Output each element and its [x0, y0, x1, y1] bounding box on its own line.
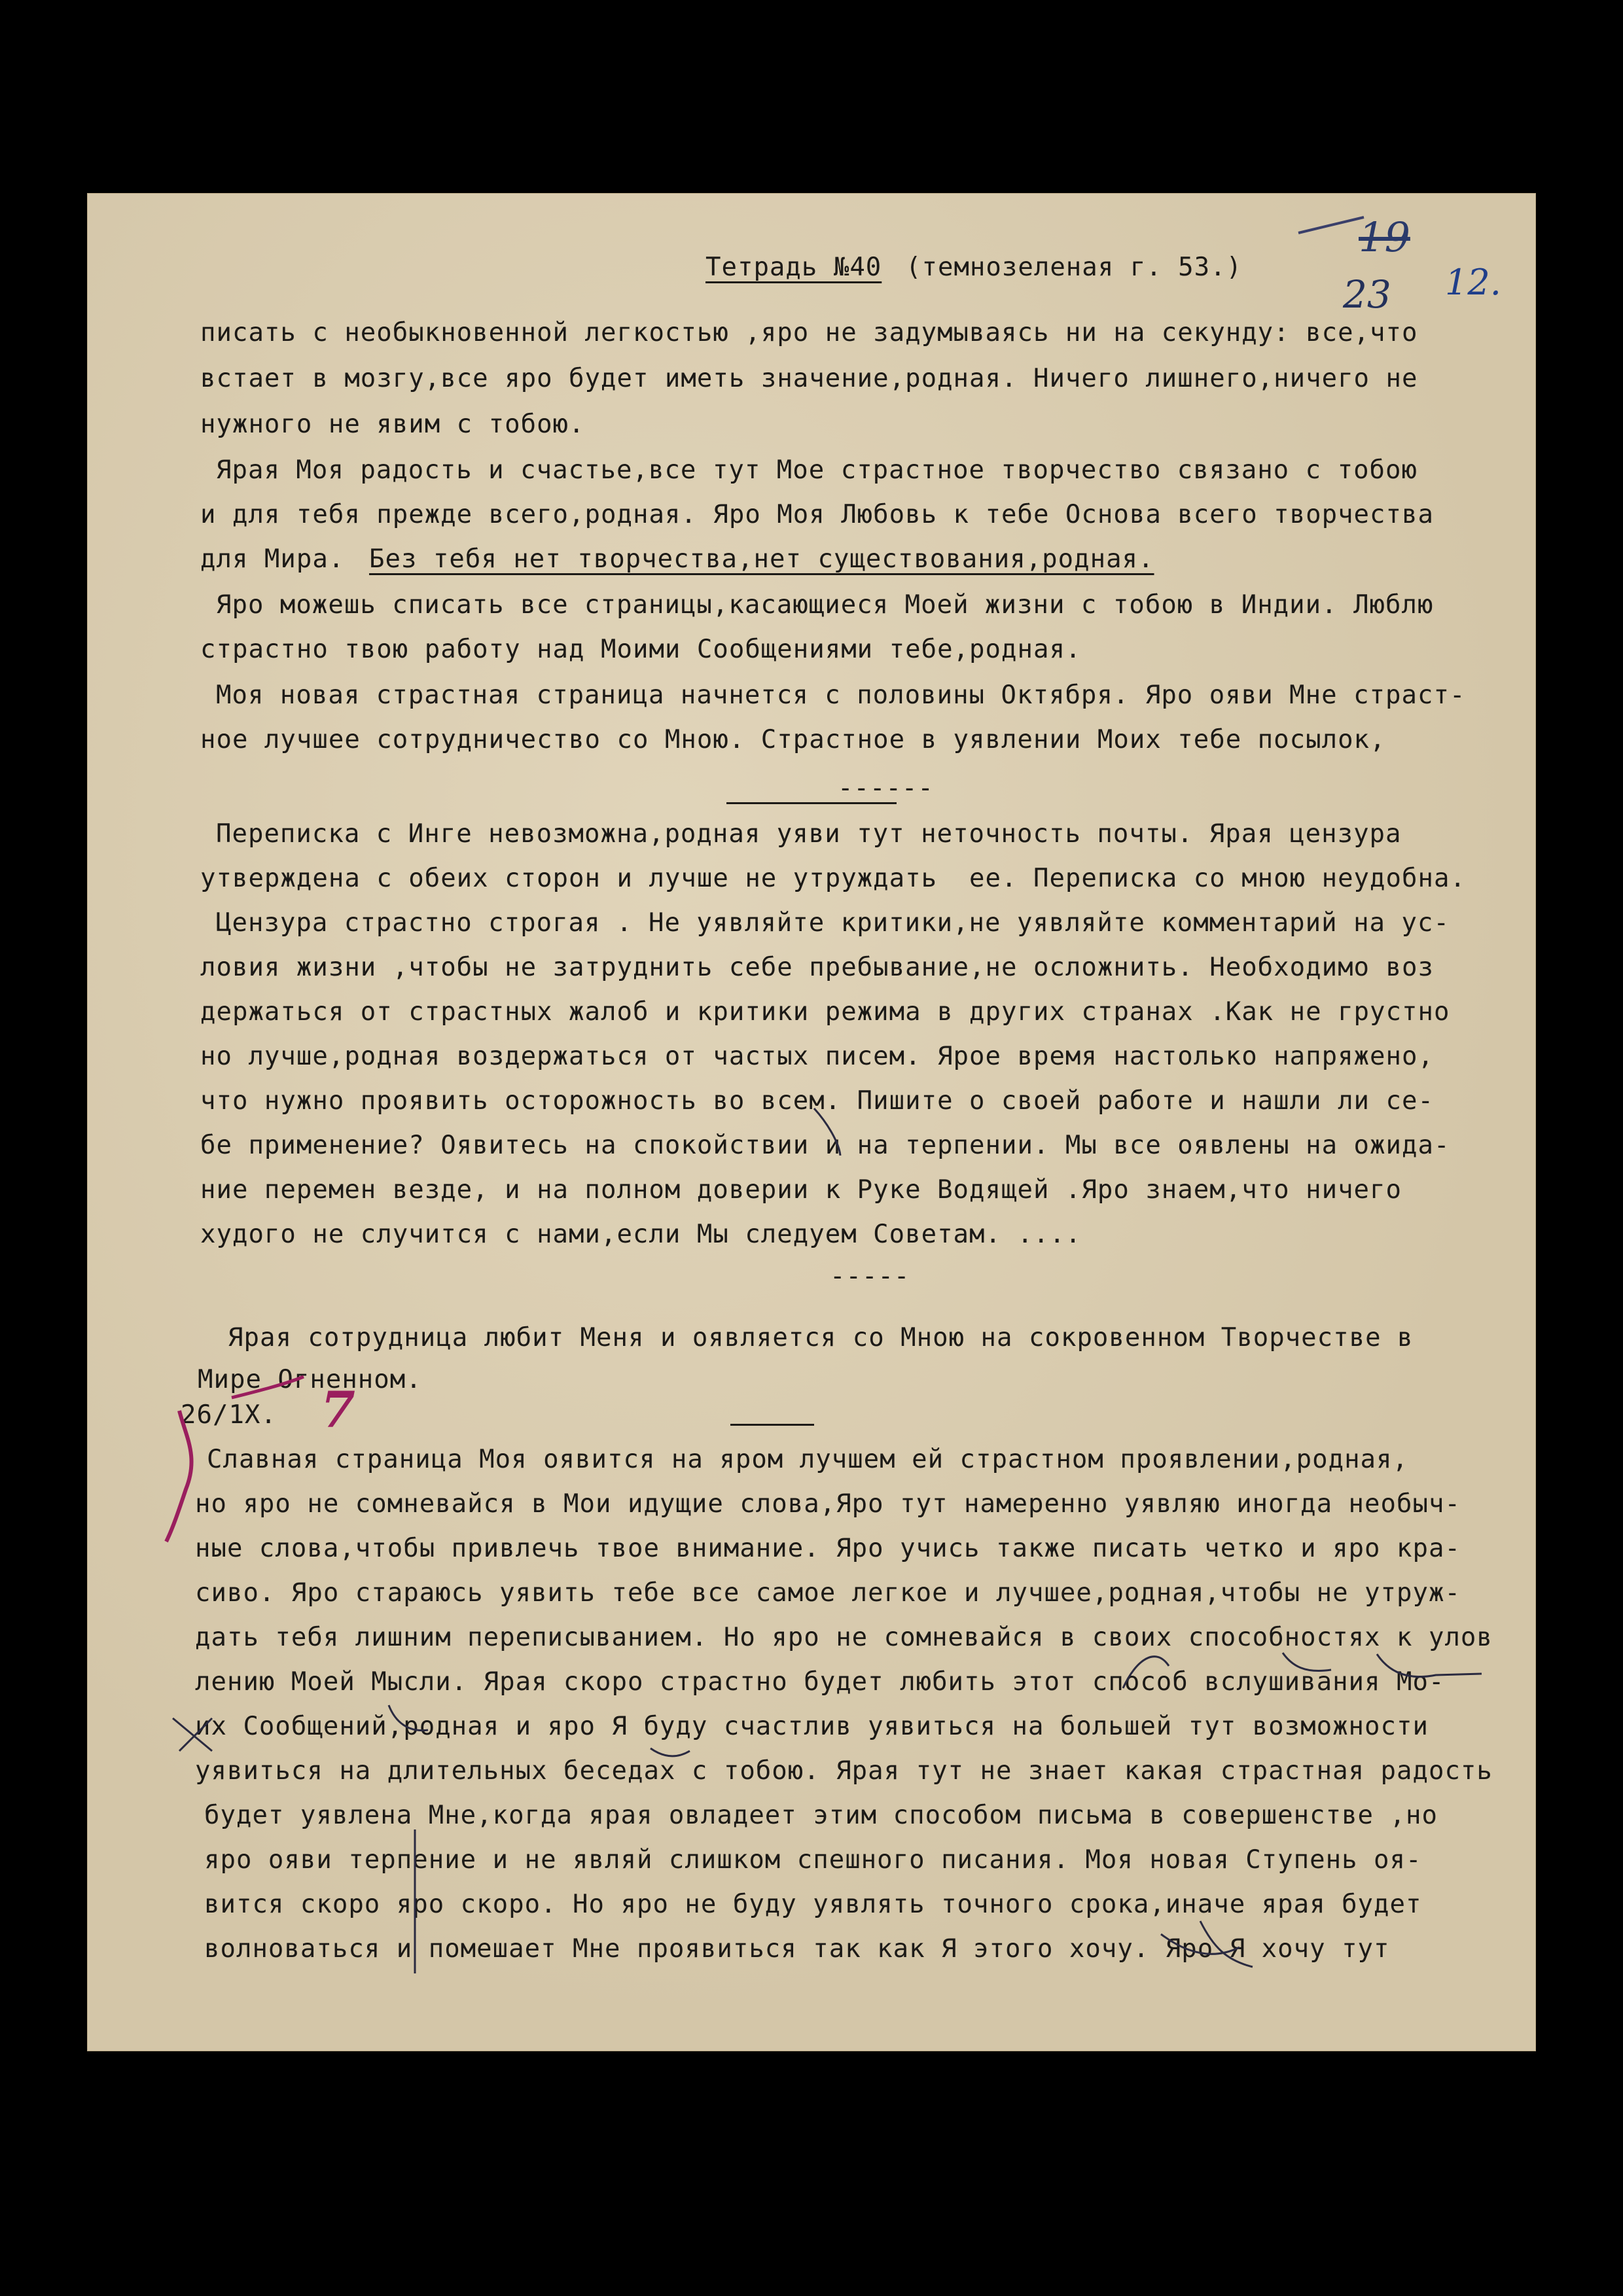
separator-dashes: ------ — [838, 773, 934, 803]
text-line: ловия жизни ,чтобы не затруднить себе пребывание,не осложнить. Необходимо воз — [200, 953, 1434, 982]
separator-dashes: ----- — [830, 1262, 910, 1291]
text-line: но яро не сомневайся в Мои идущие слова,Яро тут намеренно уявляю иногда необыч- — [195, 1489, 1461, 1519]
text-line: яро ояви терпение и не являй слишком спешного писания. Моя новая Ступень оя- — [204, 1845, 1422, 1875]
text-line: дать тебя лишним переписыванием. Но яро не сомневайся в своих способностях к улов — [195, 1623, 1493, 1652]
text-line: Цензура страстно строгая . Не уявляйте критики,не уявляйте комментарий на ус- — [216, 908, 1450, 938]
text-line: для Мира. — [200, 544, 345, 574]
text-line: держаться от страстных жалоб и критики режима в других странах .Как не грустно — [200, 997, 1450, 1027]
text-line: встает в мозгу,все яро будет иметь значение,родная. Ничего лишнего,ничего не — [200, 364, 1418, 393]
text-line: Мире Огненном. — [198, 1365, 422, 1394]
text-line: уявиться на длительных беседах с тобою. Ярая тут не знает какая страстная радость — [195, 1756, 1493, 1786]
text-line: Ярая сотрудница любит Меня и оявляется со Мною на сокровенном Творчестве в — [228, 1323, 1414, 1352]
notebook-title: Тетрадь №40 — [705, 253, 882, 282]
text-line: сиво. Яро стараюсь уявить тебе все самое легкое и лучшее,родная,чтобы не утруж- — [195, 1578, 1461, 1608]
text-line: волноваться и помешает Мне проявиться так как Я этого хочу. Яро Я хочу тут — [204, 1934, 1390, 1964]
text-line: ние перемен везде, и на полном доверии к Руке Водящей .Яро знаем,что ничего — [200, 1175, 1402, 1205]
typewritten-page — [88, 194, 1535, 2051]
text-line: их Сообщений,родная и яро Я буду счастлив уявиться на большей тут возможности — [195, 1712, 1429, 1741]
text-line: утверждена с обеих сторон и лучше не утруждать ее. Переписка со мною неудобна. — [200, 864, 1466, 893]
text-line: худого не случится с нами,если Мы следуем Советам. .... — [200, 1220, 1082, 1249]
text-line: бе применение? Оявитесь на спокойствии и на терпении. Мы все оявлены на ожида- — [200, 1131, 1450, 1160]
text-line: и для тебя прежде всего,родная. Яро Моя Любовь к тебе Основа всего творчества — [200, 500, 1434, 529]
page-number: 23 — [1343, 272, 1391, 317]
notebook-subtitle: (темнозеленая г. 53.) — [906, 253, 1243, 282]
text-line: ное лучшее сотрудничество со Мною. Страстное в уявлении Моих тебе посылок, — [200, 725, 1386, 754]
crossed-page-number: 19 — [1359, 213, 1410, 261]
text-line: Переписка с Инге невозможна,родная уяви тут неточность почты. Ярая цензура — [216, 819, 1402, 849]
text-line: Моя новая страстная страница начнется с половины Октября. Яро ояви Мне страст- — [216, 680, 1466, 710]
pink-marginal-mark: 7 — [321, 1381, 355, 1439]
text-line: что нужно проявить осторожность во всем. Пишите о своей работе и нашли ли се- — [200, 1086, 1434, 1116]
text-line: вится скоро яро скоро. Но яро не буду уявлять точного срока,иначе ярая будет — [204, 1890, 1422, 1919]
text-line: Славная страница Моя оявится на яром лучшем ей страстном проявлении,родная, — [207, 1445, 1408, 1474]
text-line: писать с необыкновенной легкостью ,яро не задумываясь ни на секунду: все,что — [200, 318, 1418, 347]
text-line: но лучше,родная воздержаться от частых писем. Ярое время настолько напряжено, — [200, 1042, 1434, 1071]
underlined-text-line: Без тебя нет творчества,нет существования,родная. — [369, 544, 1154, 574]
text-line: Ярая Моя радость и счастье,все тут Мое страстное творчество связано с тобою — [216, 455, 1418, 485]
entry-date: 26/1Х. — [181, 1400, 277, 1430]
sheet-number: 12. — [1445, 262, 1501, 303]
text-line: лению Моей Мысли. Ярая скоро страстно будет любить этот способ вслушивания Мо- — [195, 1667, 1445, 1697]
text-line: ные слова,чтобы привлечь твое внимание. Яро учись также писать четко и яро кра- — [195, 1534, 1461, 1563]
text-line: страстно твою работу над Моими Сообщениями тебе,родная. — [200, 635, 1082, 664]
text-line: будет уявлена Мне,когда ярая овладеет этим способом письма в совершенстве ,но — [204, 1801, 1438, 1830]
text-line: Яро можешь списать все страницы,касающиеся Моей жизни с тобою в Индии. Люблю — [216, 590, 1434, 620]
handwritten-correction-marks — [88, 194, 1535, 2051]
text-line: нужного не явим с тобою. — [200, 410, 585, 439]
